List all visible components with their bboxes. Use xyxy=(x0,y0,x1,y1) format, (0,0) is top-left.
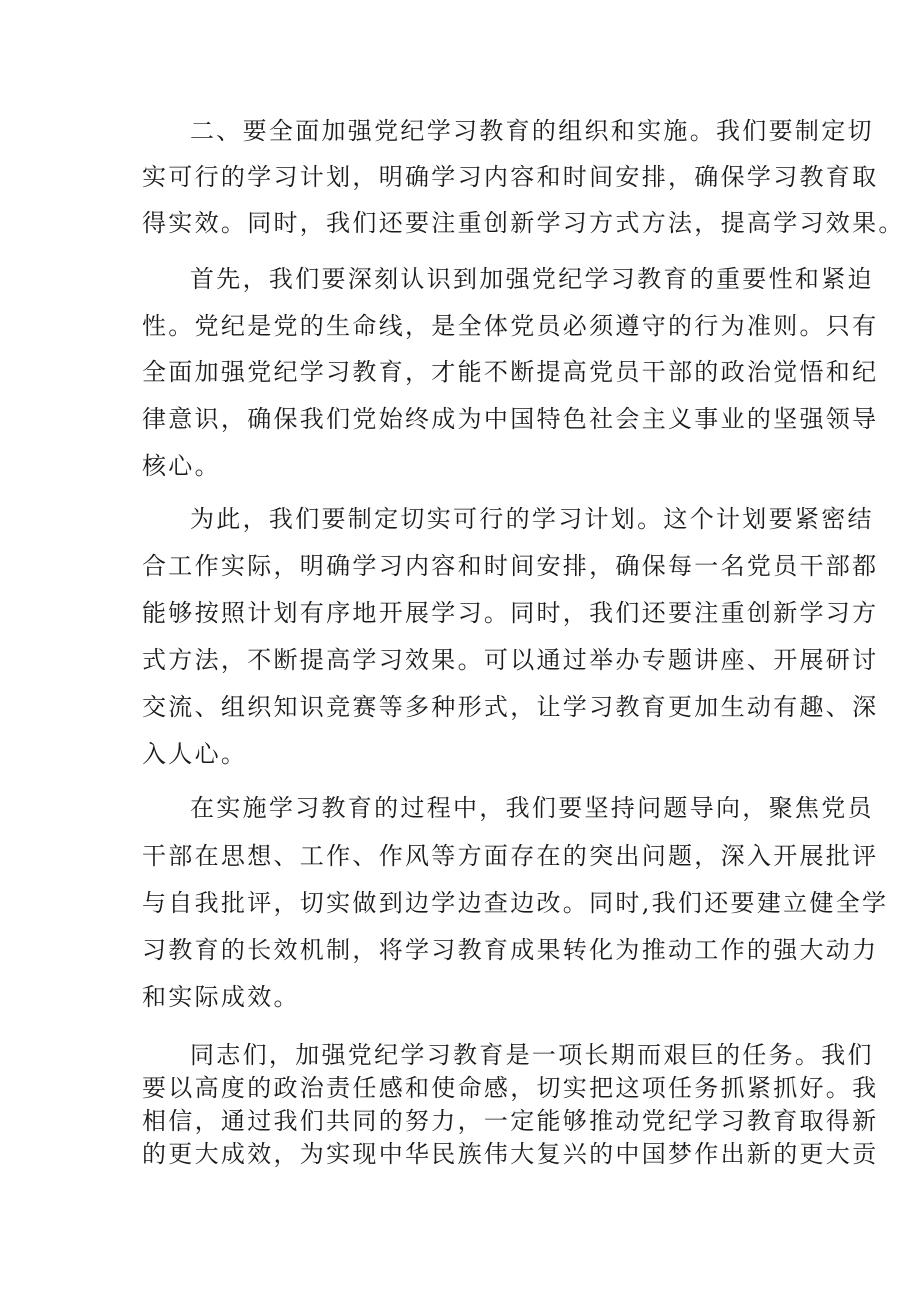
paragraph-3-line-3: 能够按照计划有序地开展学习。同时，我们还要注重创新学习方 xyxy=(142,599,879,627)
paragraph-4-line-2: 干部在思想、工作、作风等方面存在的突出问题，深入开展批评 xyxy=(142,842,879,870)
paragraph-2-line-3: 全面加强党纪学习教育，才能不断提高党员干部的政治觉悟和纪 xyxy=(142,358,879,386)
paragraph-4-line-1: 在实施学习教育的过程中，我们要坚持问题导向，聚焦党员 xyxy=(190,794,874,822)
paragraph-3-line-1: 为此，我们要制定切实可行的学习计划。这个计划要紧密结 xyxy=(190,505,874,533)
paragraph-4-line-4: 习教育的长效机制，将学习教育成果转化为推动工作的强大动力 xyxy=(142,936,879,964)
paragraph-5-line-3: 相信，通过我们共同的努力，一定能够推动党纪学习教育取得新 xyxy=(142,1107,879,1135)
paragraph-3-line-2: 合工作实际，明确学习内容和时间安排，确保每一名党员干部都 xyxy=(142,552,879,580)
paragraph-1-line-2: 实可行的学习计划，明确学习内容和时间安排，确保学习教育取 xyxy=(142,163,879,191)
paragraph-3-line-6: 入人心。 xyxy=(142,740,248,768)
paragraph-4-line-5: 和实际成效。 xyxy=(142,983,300,1011)
paragraph-5-line-4: 的更大成效，为实现中华民族伟大复兴的中国梦作出新的更大贡 xyxy=(142,1140,879,1168)
paragraph-1-line-1: 二、要全面加强党纪学习教育的组织和实施。我们要制定切 xyxy=(190,117,874,145)
paragraph-2-line-4: 律意识，确保我们党始终成为中国特色社会主义事业的坚强领导 xyxy=(142,405,879,433)
paragraph-3-line-4: 式方法，不断提高学习效果。可以通过举办专题讲座、开展研讨 xyxy=(142,646,879,674)
paragraph-5-line-1: 同志们，加强党纪学习教育是一项长期而艰巨的任务。我们 xyxy=(190,1041,874,1069)
paragraph-2-line-5: 核心。 xyxy=(142,452,221,480)
paragraph-4-line-3: 与自我批评，切实做到边学边查边改。同时,我们还要建立健全学 xyxy=(142,889,889,917)
paragraph-1-line-3: 得实效。同时，我们还要注重创新学习方式方法，提高学习效果。 xyxy=(142,209,905,237)
paragraph-5-line-2: 要以高度的政治责任感和使命感，切实把这项任务抓紧抓好。我 xyxy=(142,1074,879,1102)
paragraph-3-line-5: 交流、组织知识竞赛等多种形式，让学习教育更加生动有趣、深 xyxy=(142,693,879,721)
paragraph-2-line-1: 首先，我们要深刻认识到加强党纪学习教育的重要性和紧迫 xyxy=(190,265,874,293)
paragraph-2-line-2: 性。党纪是党的生命线，是全体党员必须遵守的行为准则。只有 xyxy=(142,312,879,340)
